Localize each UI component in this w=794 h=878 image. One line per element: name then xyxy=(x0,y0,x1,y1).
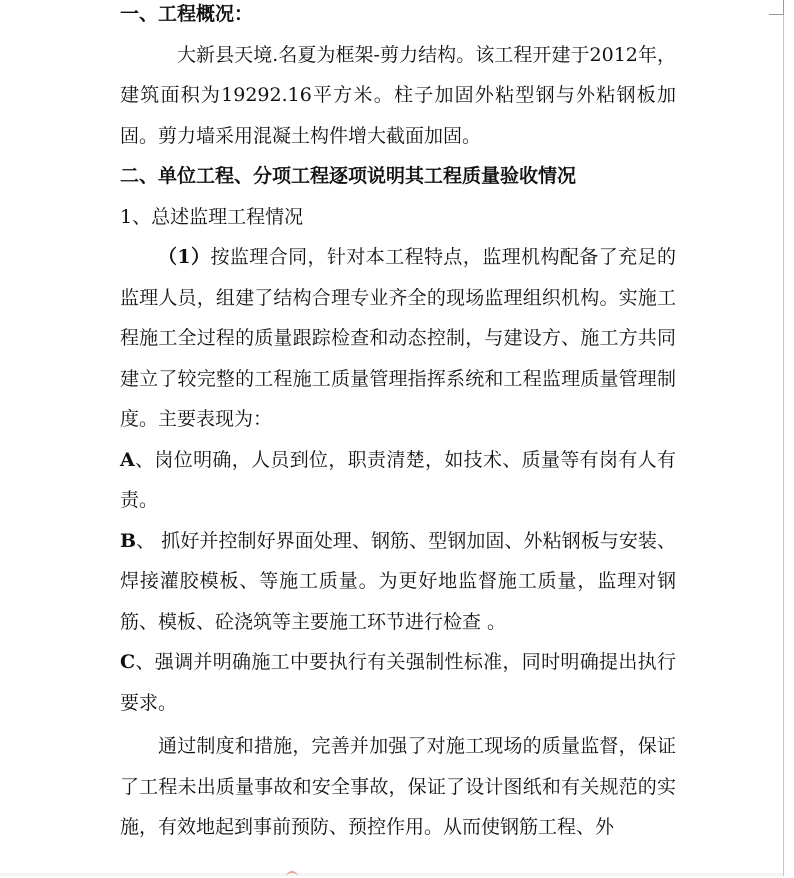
section-2-heading: 二、单位工程、分项工程逐项说明其工程质量验收情况 xyxy=(120,165,577,187)
item-a-letter: A xyxy=(120,448,135,471)
page-corner-mark xyxy=(769,0,784,15)
closing-paragraph xyxy=(120,726,676,848)
item-c xyxy=(120,642,676,723)
item-a xyxy=(120,440,676,521)
page-margin-line xyxy=(783,0,784,876)
paragraph-1 xyxy=(120,237,676,440)
paragraph-1-text: 按监理合同，针对本工程特点，监理机构配备了充足的监理人员，组建了结构合理专业齐全的现场监理组织机构。实施工程施工全过程的质量跟踪检查和动态控制，与建设方、施工方共同建立了较完整的工程施工质量管理指挥系统和工程监理质量管理制度。主要表现为： xyxy=(120,246,676,430)
paragraph-1-number: （1） xyxy=(158,246,211,268)
item-b-letter: B xyxy=(120,529,137,552)
item-a-text: 、岗位明确，人员到位，职责清楚，如技术、质量等有岗有人有责。 xyxy=(120,448,676,511)
item-b xyxy=(120,521,676,643)
bottom-edge-mark xyxy=(286,871,298,878)
item-c-text: 、强调并明确施工中要执行有关强制性标准，同时明确提出执行要求。 xyxy=(120,651,676,714)
section-1-paragraph xyxy=(120,35,676,157)
closing-paragraph-text: 通过制度和措施，完善并加强了对施工现场的质量监督，保证了工程未出质量事故和安全事故，保证了设计图纸和有关规范的实施，有效地起到事前预防、预控作用。从而使钢筋工程、外 xyxy=(120,735,676,838)
section-1-paragraph-text: 大新县天境.名夏为框架-剪力结构。该工程开建于2012年，建筑面积为19292.16平方米。柱子加固外粘型钢与外粘钢板加固。剪力墙采用混凝土构件增大截面加固。 xyxy=(120,43,676,147)
item-b-text: 、 抓好并控制好界面处理、钢筋、型钢加固、外粘钢板与安装、焊接灌胶模板、等施工质量。为更好地监督施工质量，监理对钢筋、模板、砼浇筑等主要施工环节进行检查 。 xyxy=(120,529,676,633)
subsection-1-title: 1、总述监理工程情况 xyxy=(120,205,304,228)
document-body xyxy=(120,0,676,848)
section-1-heading: 一、工程概况： xyxy=(120,3,254,25)
item-c-letter: C xyxy=(120,651,136,673)
